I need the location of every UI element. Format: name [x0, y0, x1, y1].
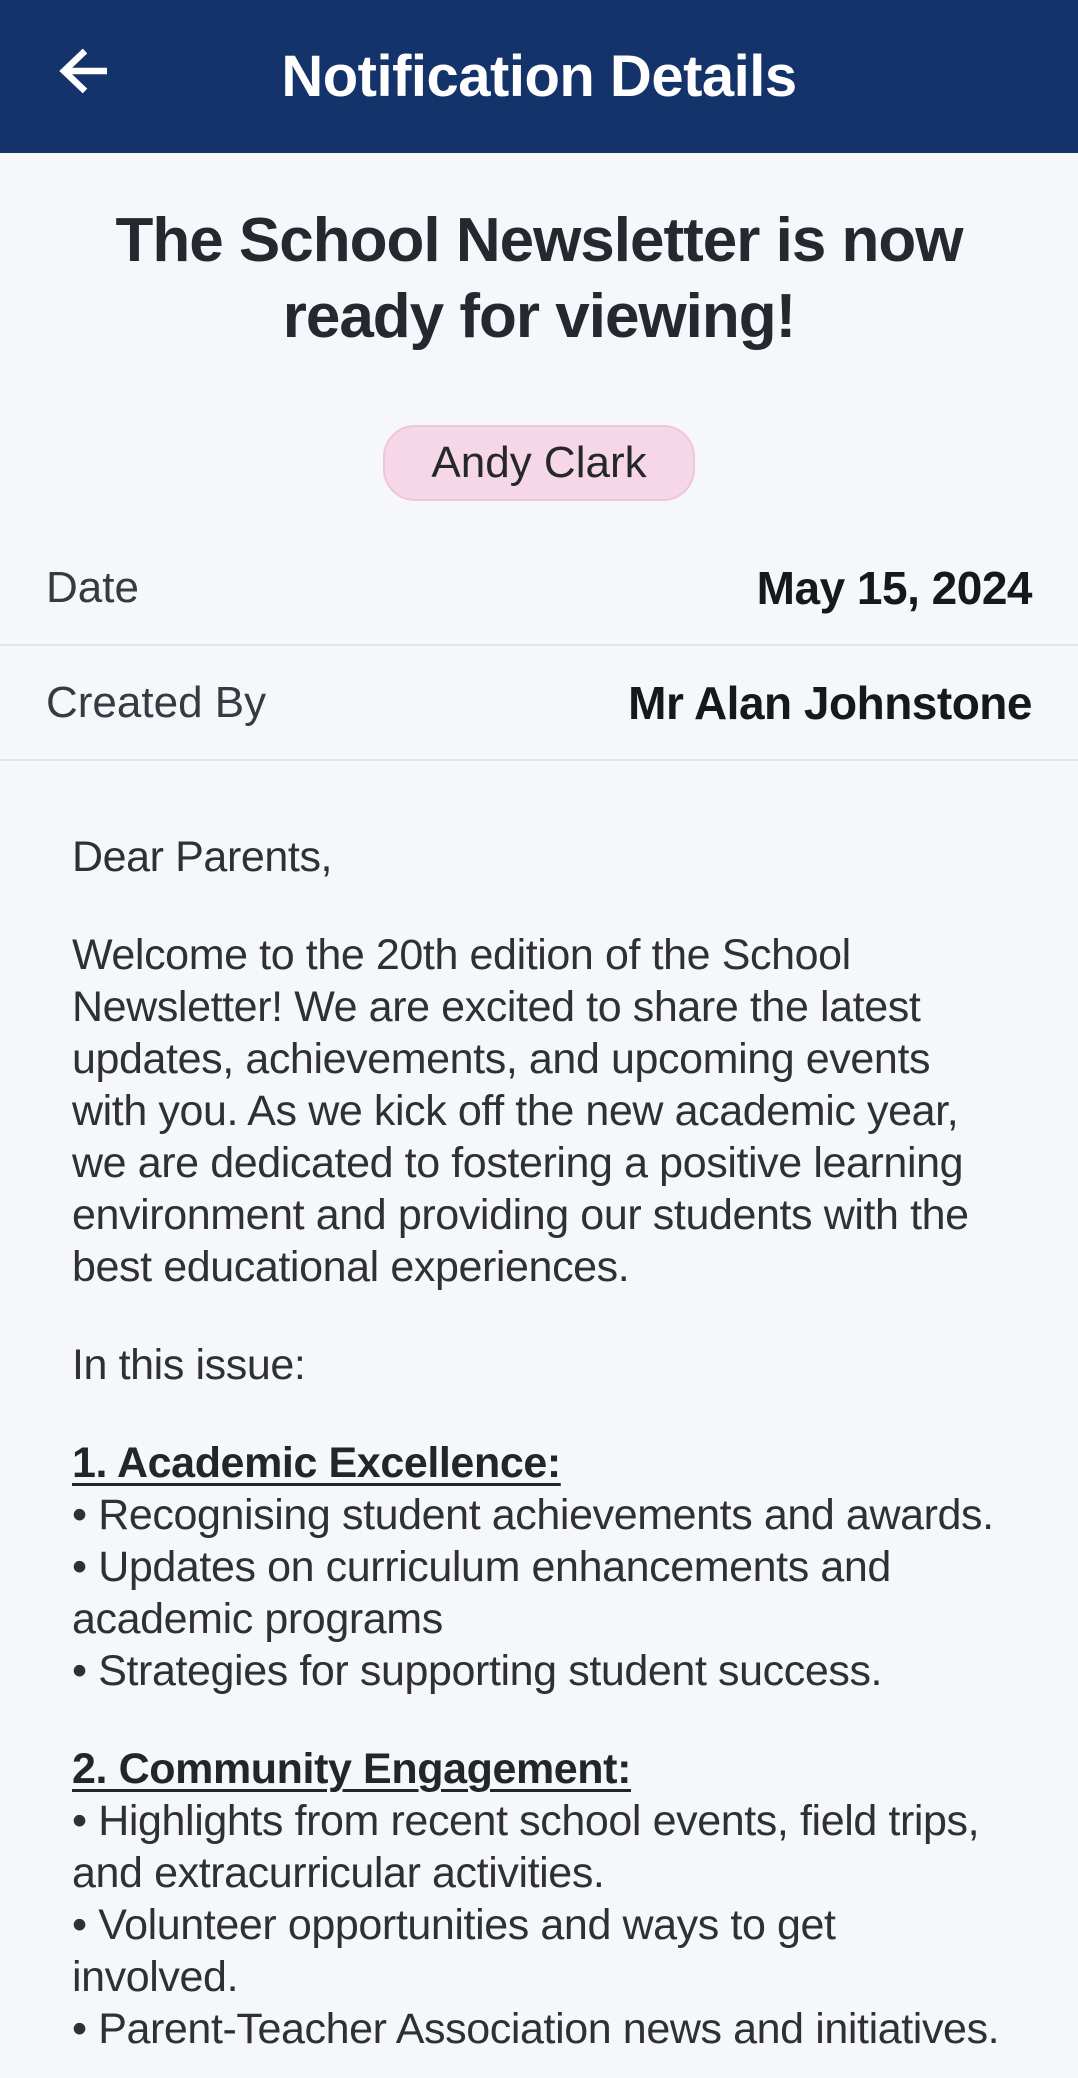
arrow-left-icon — [55, 43, 111, 99]
metadata-section — [0, 531, 1078, 761]
date-label: Date — [46, 562, 139, 612]
created-by-row — [0, 646, 1078, 761]
greeting-text: Dear Parents, — [72, 833, 333, 881]
section-heading: 1. Academic Excellence: — [72, 1439, 561, 1487]
created-by-value: Mr Alan Johnstone — [628, 676, 1032, 729]
notification-details — [0, 203, 1078, 2055]
bullet-item: • Highlights from recent school events, field trips, and extracurricular activities. — [72, 1797, 980, 1897]
issue-intro-text: In this issue: — [72, 1341, 306, 1389]
section-heading: 2. Community Engagement: — [72, 1745, 632, 1793]
date-value: May 15, 2024 — [756, 561, 1032, 614]
section-community-engagement — [72, 1743, 1006, 2055]
section-academic-excellence — [72, 1437, 1006, 1697]
intro-paragraph: Welcome to the 20th edition of the School Newsletter! We are excited to share the latest updates, achievements, and upcoming events with you. As we kick off the new academic year, we are dedicated to fostering a positive learning environment and providing our students with the best educational experiences. — [72, 931, 969, 1291]
bullet-item: • Updates on curriculum enhancements and academic programs — [72, 1543, 891, 1643]
back-button[interactable] — [52, 40, 114, 102]
recipient-badge-row — [0, 425, 1078, 501]
app-bar — [0, 0, 1078, 153]
date-row — [0, 531, 1078, 646]
bullet-item: • Volunteer opportunities and ways to get involved. — [72, 1901, 836, 2001]
page-title: Notification Details — [281, 44, 797, 109]
bullet-item: • Parent-Teacher Association news and initiatives. — [72, 2005, 1000, 2053]
created-by-label: Created By — [46, 677, 267, 727]
notification-title: The School Newsletter is now ready for viewing! — [115, 206, 963, 351]
bullet-item: • Strategies for supporting student success. — [72, 1647, 883, 1695]
bullet-item: • Recognising student achievements and awards. — [72, 1491, 994, 1539]
recipient-badge[interactable]: Andy Clark — [383, 425, 694, 501]
notification-body — [0, 761, 1078, 2055]
